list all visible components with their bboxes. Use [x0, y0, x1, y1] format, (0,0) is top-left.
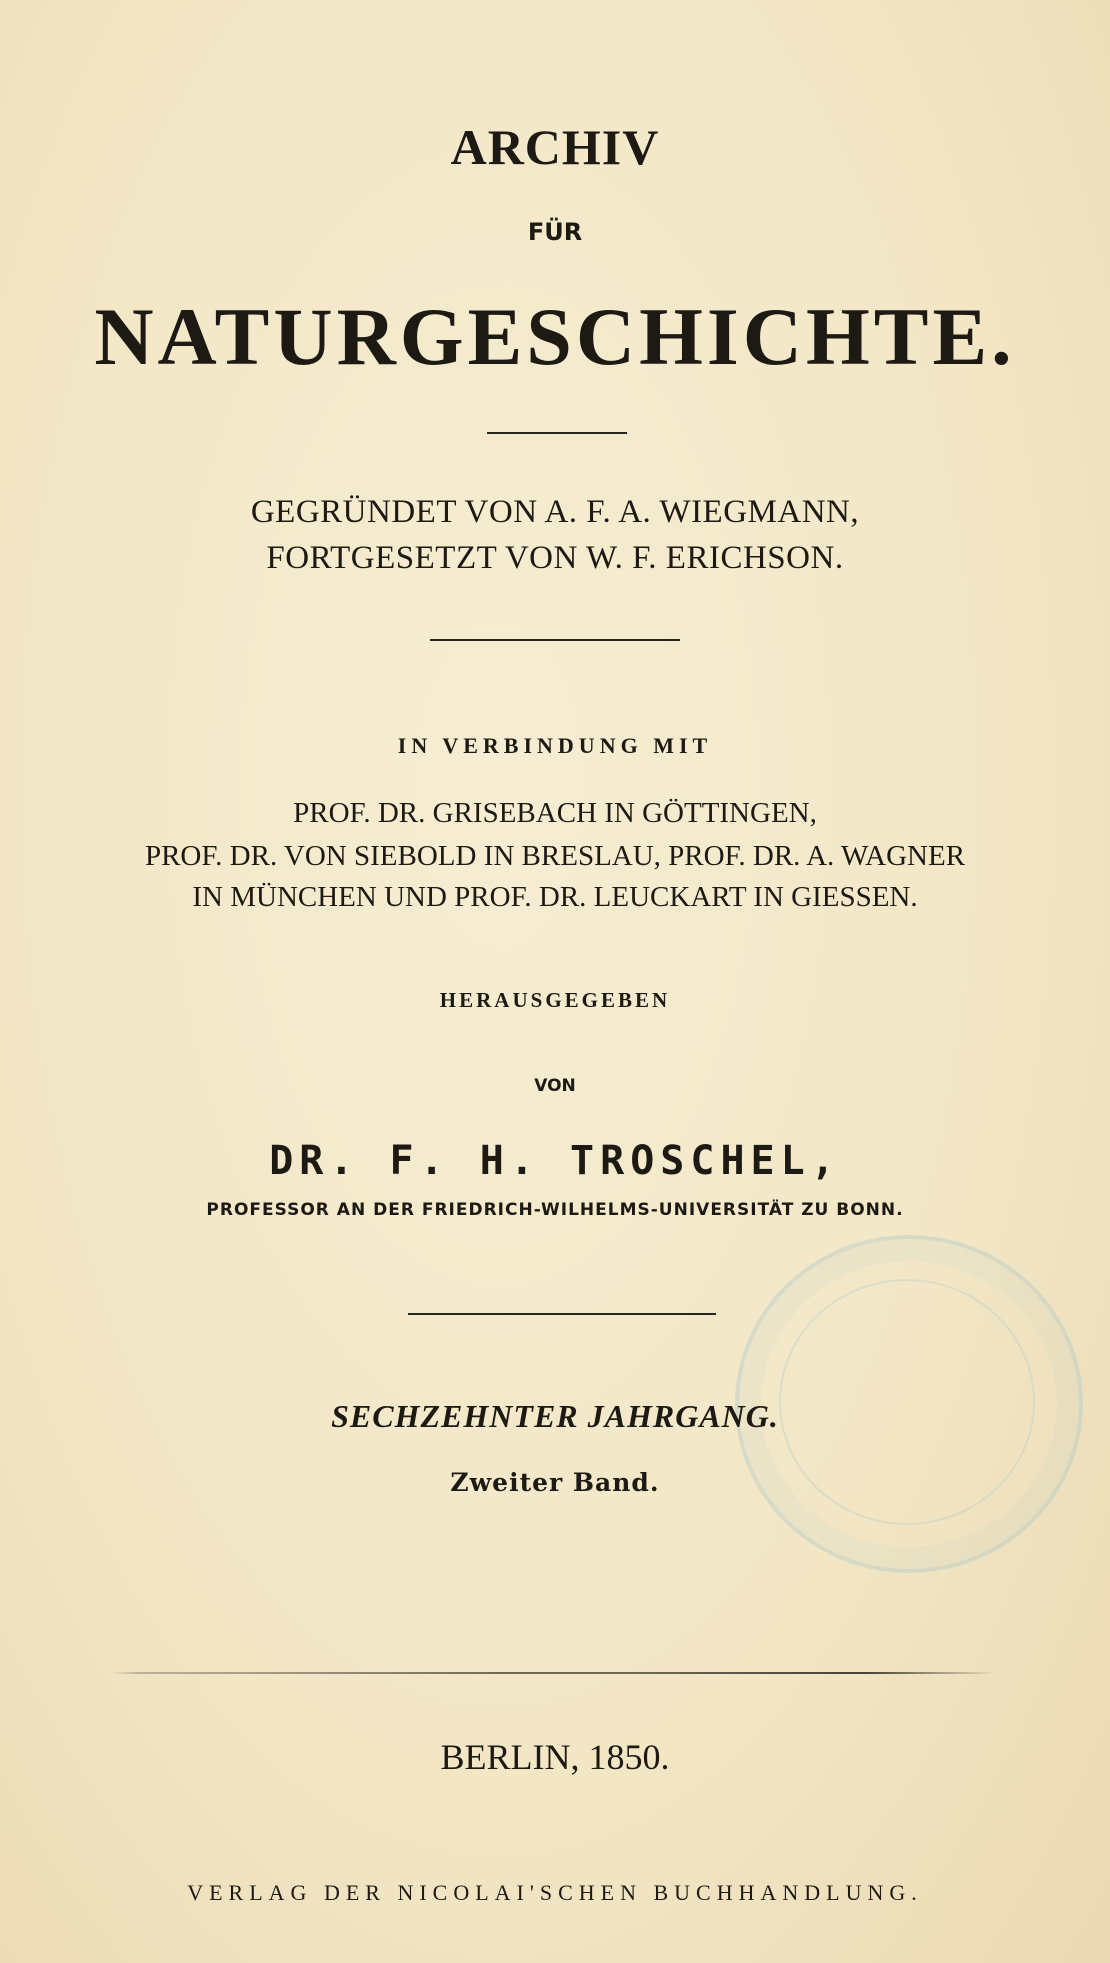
collaborator-line: PROF. DR. VON SIEBOLD IN BRESLAU, PROF. DR. A. WAGNER: [144, 840, 966, 872]
founded-by-line: GEGRÜNDET VON A. F. A. WIEGMANN,: [250, 494, 860, 530]
collaborator-line: IN MÜNCHEN UND PROF. DR. LEUCKART IN GIESSEN.: [192, 881, 918, 913]
place-and-year: BERLIN, 1850.: [440, 1737, 670, 1777]
editor-name: DR. F. H. TROSCHEL,: [269, 1138, 841, 1184]
title-archiv: ARCHIV: [450, 119, 660, 175]
continued-by-line: FORTGESETZT VON W. F. ERICHSON.: [266, 540, 844, 576]
divider-rule: [487, 432, 627, 434]
divider-rule: [408, 1313, 716, 1315]
heavy-divider-rule: [112, 1670, 997, 1676]
collaborator-line: PROF. DR. GRISEBACH IN GÖTTINGEN,: [293, 797, 817, 829]
title-fuer: FÜR: [527, 218, 583, 246]
in-connection-heading: IN VERBINDUNG MIT: [397, 733, 713, 758]
editor-position: PROFESSOR AN DER FRIEDRICH-WILHELMS-UNIVERSITÄT ZU BONN.: [206, 1200, 904, 1220]
divider-rule: [430, 639, 680, 641]
by-label: VON: [534, 1076, 576, 1096]
title-naturgeschichte: NATURGESCHICHTE.: [94, 291, 1016, 382]
volume-part: Zweiter Band.: [450, 1468, 660, 1497]
edited-heading: HERAUSGEGEBEN: [439, 988, 671, 1012]
publisher-line: VERLAG DER NICOLAI'SCHEN BUCHHANDLUNG.: [187, 1880, 923, 1905]
volume-year: SECHZEHNTER JAHRGANG.: [331, 1398, 779, 1434]
